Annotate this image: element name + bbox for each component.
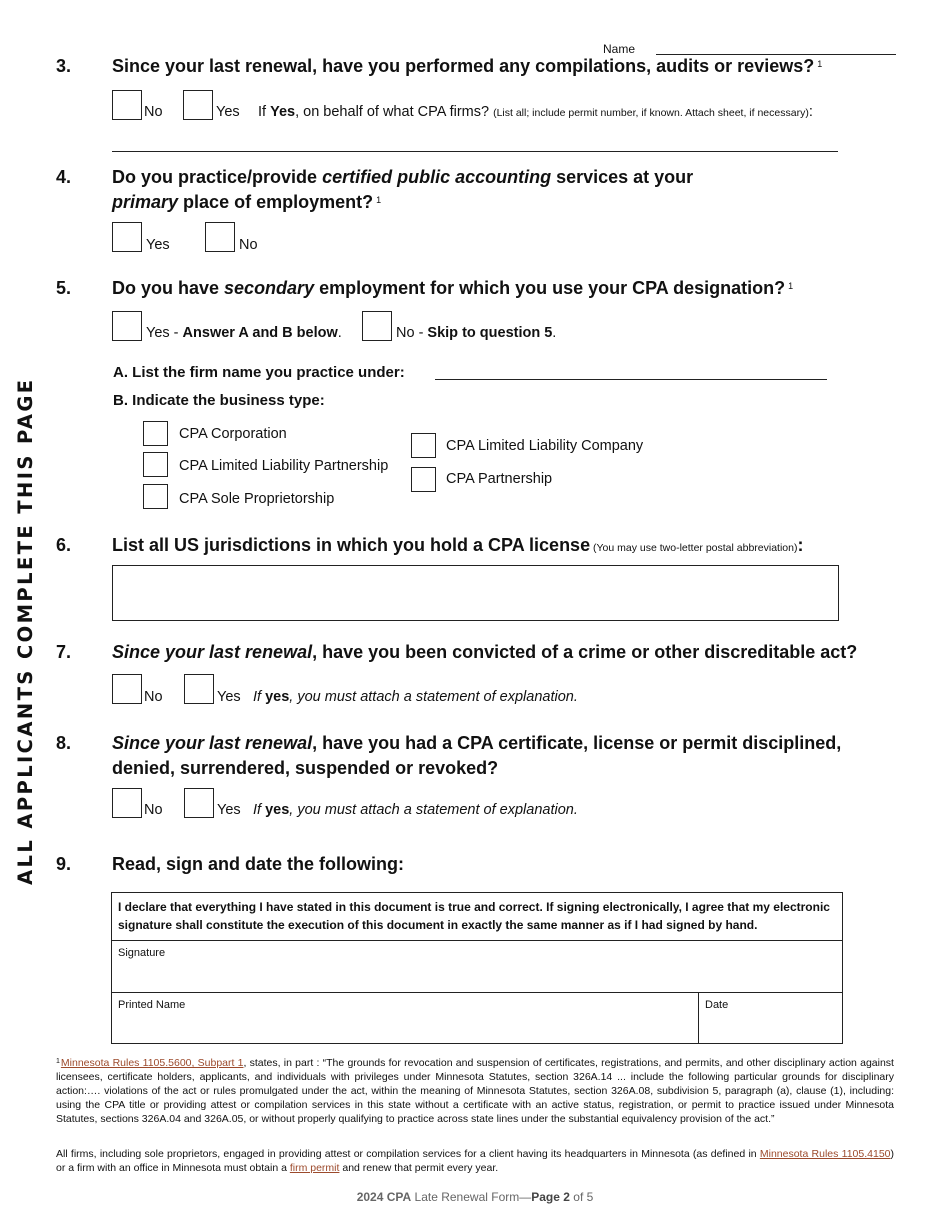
q4-line1-italic: certified public accounting — [322, 167, 552, 187]
q6-number: 6. — [56, 535, 72, 555]
q5-firm-name-input-line[interactable] — [435, 379, 827, 380]
footnote-2-text-a: All firms, including sole proprietors, engaged in providing attest or compilation services for a client having its headquarters in Minnesota (as defined in — [56, 1148, 760, 1160]
signature-label: Signature — [118, 947, 166, 959]
q3-firms-input-line[interactable] — [112, 151, 838, 152]
q7-number: 7. — [56, 642, 72, 662]
footnote-2 — [56, 1147, 894, 1175]
footer-page-number: Page 2 — [531, 1190, 570, 1204]
printed-name-field[interactable] — [112, 993, 699, 1043]
q4-yes-checkbox[interactable] — [112, 222, 142, 252]
signature-field[interactable] — [112, 941, 842, 993]
q3-question-text: Since your last renewal, have you performed any compilations, audits or reviews? — [112, 56, 815, 76]
q7-text-b: , have you been convicted of a crime or other discreditable act? — [312, 642, 858, 662]
q8-if-yes-instruction — [253, 802, 578, 818]
side-section-label: ALL APPLICANTS COMPLETE THIS PAGE — [14, 377, 37, 885]
q4-question-line2 — [112, 190, 381, 215]
q5-yes-checkbox[interactable] — [112, 311, 142, 341]
q8-line1-b: , have you had a CPA certificate, license or permit disciplined, — [312, 733, 842, 753]
q3-if-end: : — [808, 104, 813, 120]
q6-small: (You may use two-letter postal abbreviation) — [590, 542, 798, 554]
footnote-1-sup: 1 — [56, 1058, 60, 1065]
business-type-llc-label: CPA Limited Liability Company — [446, 438, 644, 454]
printed-name-label: Printed Name — [118, 999, 186, 1011]
footer-form-name: Late Renewal Form— — [411, 1190, 532, 1204]
q8-yes-checkbox[interactable] — [184, 788, 214, 818]
q3-no-label: No — [144, 104, 163, 120]
business-type-partnership-checkbox[interactable] — [411, 467, 436, 492]
q6-text: List all US jurisdictions in which you hold a CPA license — [112, 535, 591, 555]
q8-question-line2: denied, surrendered, suspended or revoked? — [112, 758, 499, 778]
q7-yes-label: Yes — [217, 689, 241, 705]
declaration-table — [111, 892, 843, 1044]
page-footer — [0, 1190, 950, 1204]
q3-if-bold: Yes — [270, 104, 296, 120]
q5-sub-a-label: A. List the firm name you practice under: — [113, 364, 405, 381]
q6-question — [112, 533, 803, 561]
q3-yes-checkbox[interactable] — [183, 90, 213, 120]
q8-if-text: , you must attach a statement of explanation. — [289, 802, 578, 818]
q7-no-checkbox[interactable] — [112, 674, 142, 704]
footer-year-cpa: 2024 CPA — [356, 1190, 412, 1204]
footnote-2-text-b: ) or a firm with an office in Minnesota must obtain a — [56, 1148, 894, 1174]
q3-yes-label: Yes — [216, 104, 240, 120]
business-type-llp-label: CPA Limited Liability Partnership — [179, 458, 389, 474]
q5-no-prefix: No - — [396, 325, 428, 341]
q4-no-label: No — [239, 237, 258, 253]
q7-if-prefix: If — [253, 689, 266, 705]
q5-yes-label — [146, 325, 342, 341]
q9-number: 9. — [56, 854, 72, 874]
q5-no-label — [396, 325, 556, 341]
business-type-sole-checkbox[interactable] — [143, 484, 168, 509]
q4-line2-b: place of employment? — [178, 192, 374, 212]
q7-yes-checkbox[interactable] — [184, 674, 214, 704]
date-field[interactable] — [699, 993, 842, 1043]
q5-text-b: employment for which you use your CPA designation? — [314, 278, 786, 298]
footnote-2-firm-permit-link[interactable]: firm permit — [289, 1162, 340, 1174]
q8-question-line1 — [112, 731, 841, 756]
q5-yes-end: . — [337, 325, 342, 341]
q5-no-bold: Skip to question 5 — [427, 325, 553, 341]
q5-number: 5. — [56, 278, 72, 298]
q7-question — [112, 640, 857, 665]
q4-yes-label: Yes — [146, 237, 170, 253]
q5-yes-prefix: Yes - — [146, 325, 183, 341]
q8-if-prefix: If — [253, 802, 266, 818]
footnote-1-rules-link[interactable]: Minnesota Rules 1105.5600, Subpart 1 — [60, 1057, 244, 1069]
q9-question: Read, sign and date the following: — [112, 854, 405, 874]
q3-number: 3. — [56, 56, 72, 76]
q5-text-a: Do you have — [112, 278, 225, 298]
footnote-1 — [56, 1056, 894, 1126]
q7-if-text: , you must attach a statement of explanation. — [289, 689, 578, 705]
business-type-corporation-label: CPA Corporation — [179, 426, 287, 442]
q6-end: : — [797, 535, 804, 555]
q7-no-label: No — [144, 689, 163, 705]
business-type-llc-checkbox[interactable] — [411, 433, 436, 458]
q5-yes-bold: Answer A and B below — [182, 325, 338, 341]
q7-text-italic: Since your last renewal — [112, 642, 313, 662]
business-type-llp-checkbox[interactable] — [143, 452, 168, 477]
business-type-partnership-label: CPA Partnership — [446, 471, 553, 487]
q8-if-bold: yes — [265, 802, 290, 818]
q4-line2-italic: primary — [112, 192, 179, 212]
q8-yes-label: Yes — [217, 802, 241, 818]
q5-text-italic: secondary — [224, 278, 315, 298]
declaration-text: I declare that everything I have stated in this document is true and correct. If signing electronically, I agree that my electronic signature shall constitute the execution of this document in exactly the same manner as if I had signed by hand. — [112, 893, 842, 941]
q5-footnote-ref: 1 — [788, 281, 794, 291]
q8-no-label: No — [144, 802, 163, 818]
q4-number: 4. — [56, 167, 72, 187]
q3-if-prefix: If — [258, 104, 271, 120]
q7-if-bold: yes — [265, 689, 290, 705]
business-type-corporation-checkbox[interactable] — [143, 421, 168, 446]
jurisdictions-input-box[interactable] — [112, 565, 839, 621]
q8-no-checkbox[interactable] — [112, 788, 142, 818]
q4-footnote-ref: 1 — [376, 195, 382, 205]
q8-line1-italic: Since your last renewal — [112, 733, 313, 753]
date-label: Date — [705, 999, 729, 1011]
q5-question — [112, 276, 793, 301]
q5-sub-b-label: B. Indicate the business type: — [113, 392, 325, 409]
q5-no-checkbox[interactable] — [362, 311, 392, 341]
q3-if-small: (List all; include permit number, if known. Attach sheet, if necessary) — [493, 107, 809, 119]
q3-question — [112, 54, 822, 79]
footnote-1-text: , states, in part : “The grounds for revocation and suspension of certificates, registrations, and permits, and other disciplinary action against licensees, certificate holders, applicants, and individuals with privileges under Minnesota Statutes, section 326A.14 ... include the following particular grounds for disciplinary action:…. violations of the act or rules promulgated under the act, within the meaning of Minnesota Statutes, section 326A.08, subdivision 5, paragraph (a), clause (1), including: using the CPA title or providing attest or compilation services in this state without a certificate with an active status, registration, or permit to practice issued under Minnesota Statutes, sections 326A.04 and 326A.05, or without properly qualifying to practice across state lines under the substantial equivalency provision of the act.” — [56, 1057, 894, 1125]
business-type-sole-label: CPA Sole Proprietorship — [179, 491, 335, 507]
footnote-2-rules-link[interactable]: Minnesota Rules 1105.4150 — [759, 1148, 891, 1160]
name-label: Name — [603, 42, 636, 56]
footnote-2-text-c: and renew that permit every year. — [339, 1162, 499, 1174]
q4-no-checkbox[interactable] — [205, 222, 235, 252]
q3-if-yes-instruction — [258, 104, 813, 120]
q4-line1-b: services at your — [551, 167, 694, 187]
q7-if-yes-instruction — [253, 689, 578, 705]
q3-if-text: , on behalf of what CPA firms? — [295, 104, 494, 120]
footer-page-total: of 5 — [569, 1190, 594, 1204]
q8-number: 8. — [56, 733, 72, 753]
q4-line1-a: Do you practice/provide — [112, 167, 323, 187]
q3-no-checkbox[interactable] — [112, 90, 142, 120]
q5-no-end: . — [552, 325, 557, 341]
q3-footnote-ref: 1 — [817, 59, 823, 69]
q4-question-line1 — [112, 165, 693, 190]
